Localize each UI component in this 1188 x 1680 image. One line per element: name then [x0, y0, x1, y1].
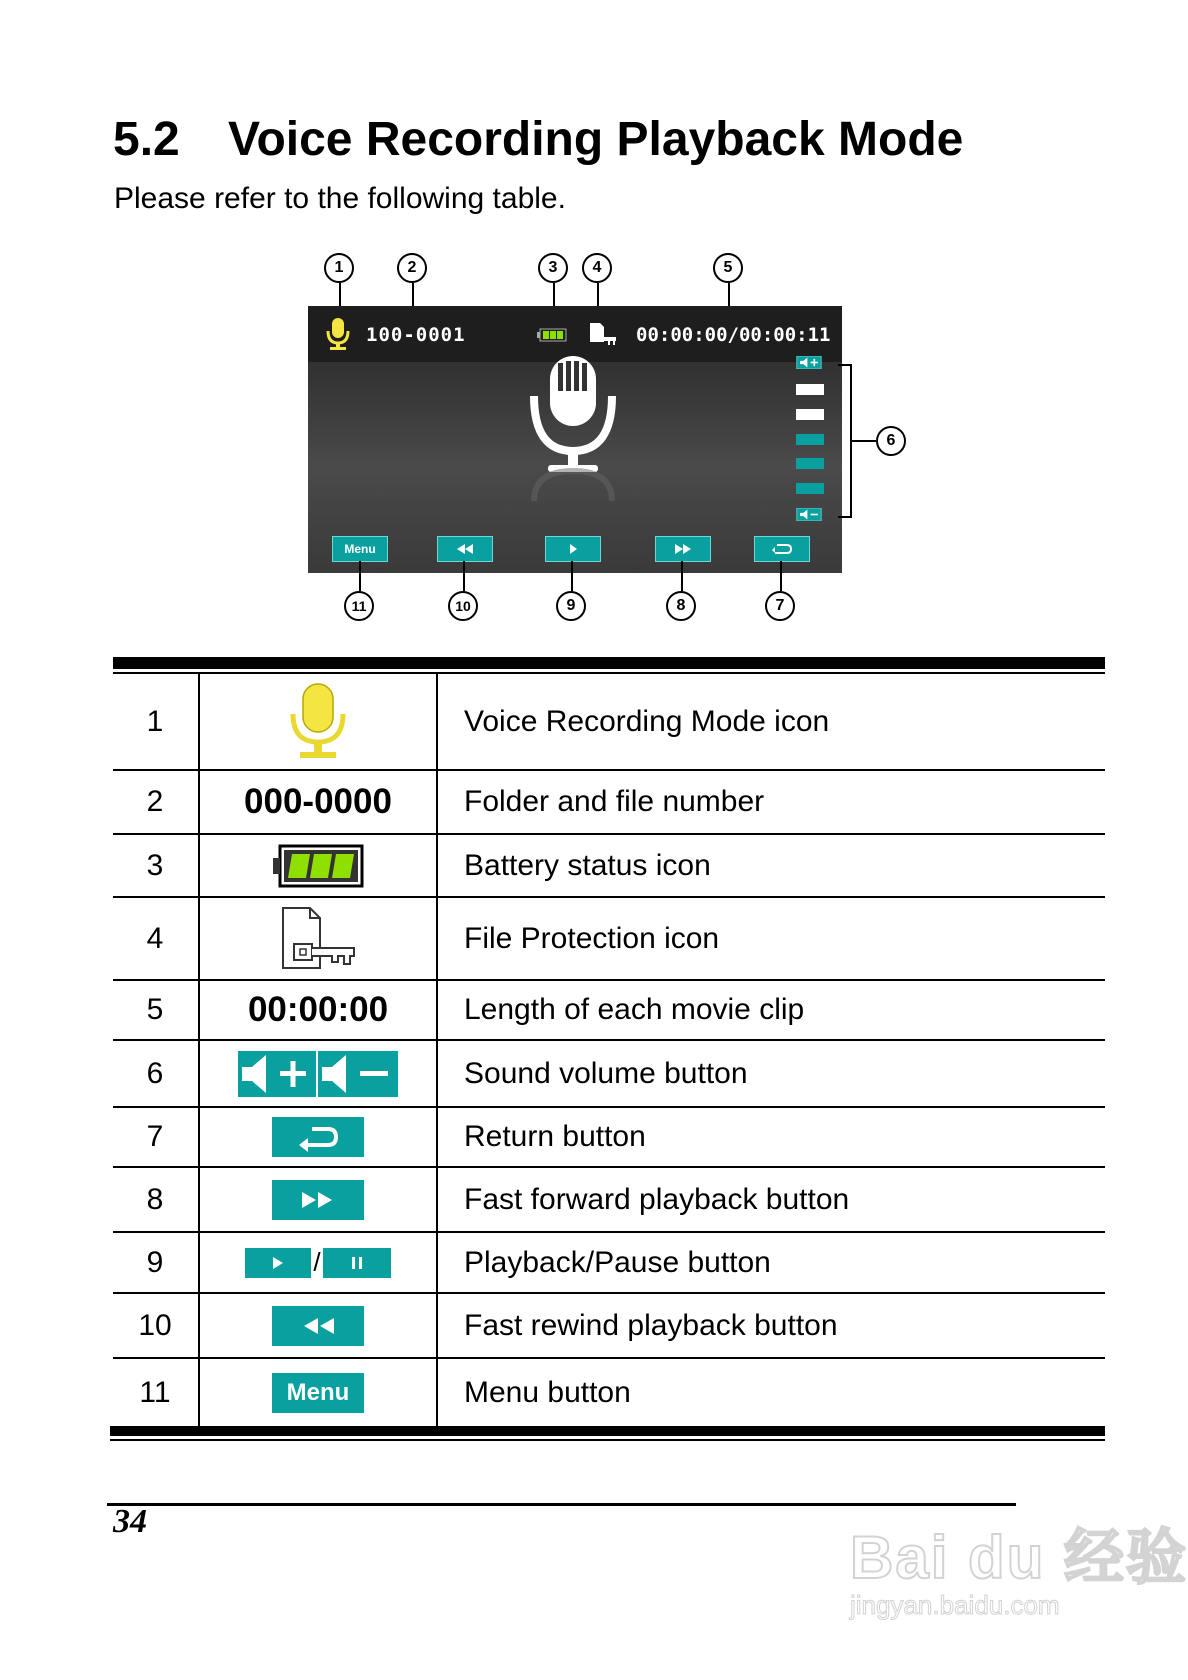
volume-buttons-icon — [238, 1051, 398, 1097]
table-row — [113, 898, 1105, 981]
row-description: Fast rewind playback button — [464, 1308, 838, 1342]
callout-line — [359, 561, 361, 591]
row-description: Fast forward playback button — [464, 1182, 850, 1216]
row-number: 2 — [146, 785, 164, 818]
callout-line — [571, 561, 573, 591]
row-icon-cell — [198, 981, 438, 1039]
section-number: 5.2 — [113, 113, 180, 166]
clip-length-sample: 00:00:00 — [247, 990, 389, 1029]
callout-3: 3 — [538, 253, 568, 283]
file-protection-icon — [280, 906, 356, 972]
section-title: Voice Recording Playback Mode — [228, 113, 964, 166]
battery-icon — [272, 844, 364, 888]
table-row — [113, 835, 1105, 898]
callout-bracket — [838, 364, 852, 366]
callout-line — [681, 561, 683, 591]
screen-rewind-button[interactable] — [437, 536, 493, 562]
play-pause-separator: / — [313, 1247, 321, 1277]
table-row — [113, 1359, 1105, 1426]
row-description: Menu button — [464, 1375, 631, 1409]
watermark-url: jingyan.baidu.com — [850, 1590, 1060, 1620]
footer-rule — [107, 1503, 1016, 1506]
row-icon-cell — [198, 1359, 438, 1426]
callout-9: 9 — [556, 591, 586, 621]
row-icon-cell — [198, 1168, 438, 1231]
fast-forward-icon — [272, 1180, 364, 1220]
table-row — [113, 674, 1105, 771]
volume-level-bar — [796, 409, 824, 420]
screen-play-button[interactable] — [545, 536, 601, 562]
callout-line — [780, 561, 782, 591]
device-screen — [308, 306, 842, 573]
table-bottom-border — [110, 1439, 1105, 1441]
callout-8: 8 — [666, 591, 696, 621]
screen-menu-button[interactable]: Menu — [332, 536, 388, 562]
fast-rewind-icon — [456, 544, 474, 554]
table-row — [113, 1108, 1105, 1168]
callout-4: 4 — [582, 253, 612, 283]
row-description: File Protection icon — [464, 921, 720, 955]
playback-time: 00:00:00/00:00:11 — [636, 324, 831, 346]
callout-7: 7 — [765, 591, 795, 621]
row-number: 10 — [138, 1308, 172, 1342]
volume-level-bar — [796, 483, 824, 494]
callout-5: 5 — [713, 253, 743, 283]
row-description: Battery status icon — [464, 848, 711, 882]
table-row — [113, 1294, 1105, 1359]
row-number: 5 — [146, 993, 164, 1026]
row-number: 3 — [146, 848, 164, 882]
row-icon-cell — [198, 1041, 438, 1106]
menu-button-label: Menu — [286, 1378, 350, 1406]
microphone-icon — [325, 317, 351, 351]
row-number: 8 — [146, 1182, 164, 1216]
row-number: 9 — [146, 1245, 164, 1279]
row-number: 7 — [146, 1120, 164, 1153]
row-number: 4 — [146, 921, 164, 955]
battery-icon — [537, 328, 567, 342]
section-heading — [113, 112, 963, 167]
callout-1: 1 — [324, 253, 354, 283]
screen-fast-forward-button[interactable] — [655, 536, 711, 562]
row-description: Return button — [464, 1120, 646, 1153]
callout-10: 10 — [448, 591, 478, 621]
play-icon — [245, 1248, 311, 1278]
fast-rewind-icon — [272, 1306, 364, 1346]
callout-bracket — [838, 516, 852, 518]
row-description: Folder and file number — [464, 785, 765, 818]
table-row — [113, 981, 1105, 1041]
screen-return-button[interactable] — [754, 536, 810, 562]
menu-button-icon — [272, 1373, 364, 1413]
callout-11: 11 — [344, 591, 374, 621]
callout-line — [850, 440, 876, 442]
table-top-border — [113, 657, 1105, 669]
table-row — [113, 1168, 1105, 1233]
row-icon-cell — [198, 835, 438, 896]
volume-level-bar — [796, 458, 824, 469]
watermark-brand: Bai du 经验 — [850, 1524, 1188, 1591]
row-icon-cell — [198, 1108, 438, 1166]
folder-file-number-sample: 000-0000 — [244, 782, 392, 821]
row-icon-cell — [198, 898, 438, 979]
row-description: Length of each movie clip — [464, 993, 805, 1026]
intro-text: Please refer to the following table. — [114, 182, 566, 215]
row-number: 11 — [139, 1375, 171, 1409]
row-icon-cell — [198, 1294, 438, 1357]
volume-up-button[interactable] — [794, 356, 824, 369]
volume-level-bar — [796, 384, 824, 395]
watermark — [850, 1510, 1188, 1620]
row-description: Voice Recording Mode icon — [464, 704, 830, 738]
callout-line — [463, 561, 465, 591]
row-description: Sound volume button — [464, 1056, 748, 1090]
table-row — [113, 1041, 1105, 1108]
folder-file-number: 100-0001 — [366, 324, 466, 346]
row-icon-cell — [198, 674, 438, 769]
row-icon-cell — [198, 771, 438, 833]
play-icon — [568, 544, 578, 554]
table-row — [113, 1233, 1105, 1294]
row-icon-cell — [198, 1233, 438, 1292]
row-description: Playback/Pause button — [464, 1245, 771, 1279]
callout-6: 6 — [876, 426, 906, 456]
row-number: 1 — [146, 704, 164, 738]
return-icon — [272, 1117, 364, 1157]
file-protection-icon — [588, 322, 618, 348]
pause-icon — [323, 1248, 391, 1278]
return-icon — [771, 542, 793, 556]
row-number: 6 — [146, 1056, 164, 1090]
large-microphone-graphic — [528, 351, 618, 501]
volume-level-bar — [796, 434, 824, 445]
fast-forward-icon — [674, 544, 692, 554]
page-number: 34 — [113, 1503, 147, 1540]
callout-2: 2 — [397, 253, 427, 283]
microphone-icon — [287, 682, 349, 762]
table-bottom-border — [110, 1426, 1105, 1436]
table-row — [113, 771, 1105, 835]
volume-down-button[interactable] — [794, 508, 824, 521]
